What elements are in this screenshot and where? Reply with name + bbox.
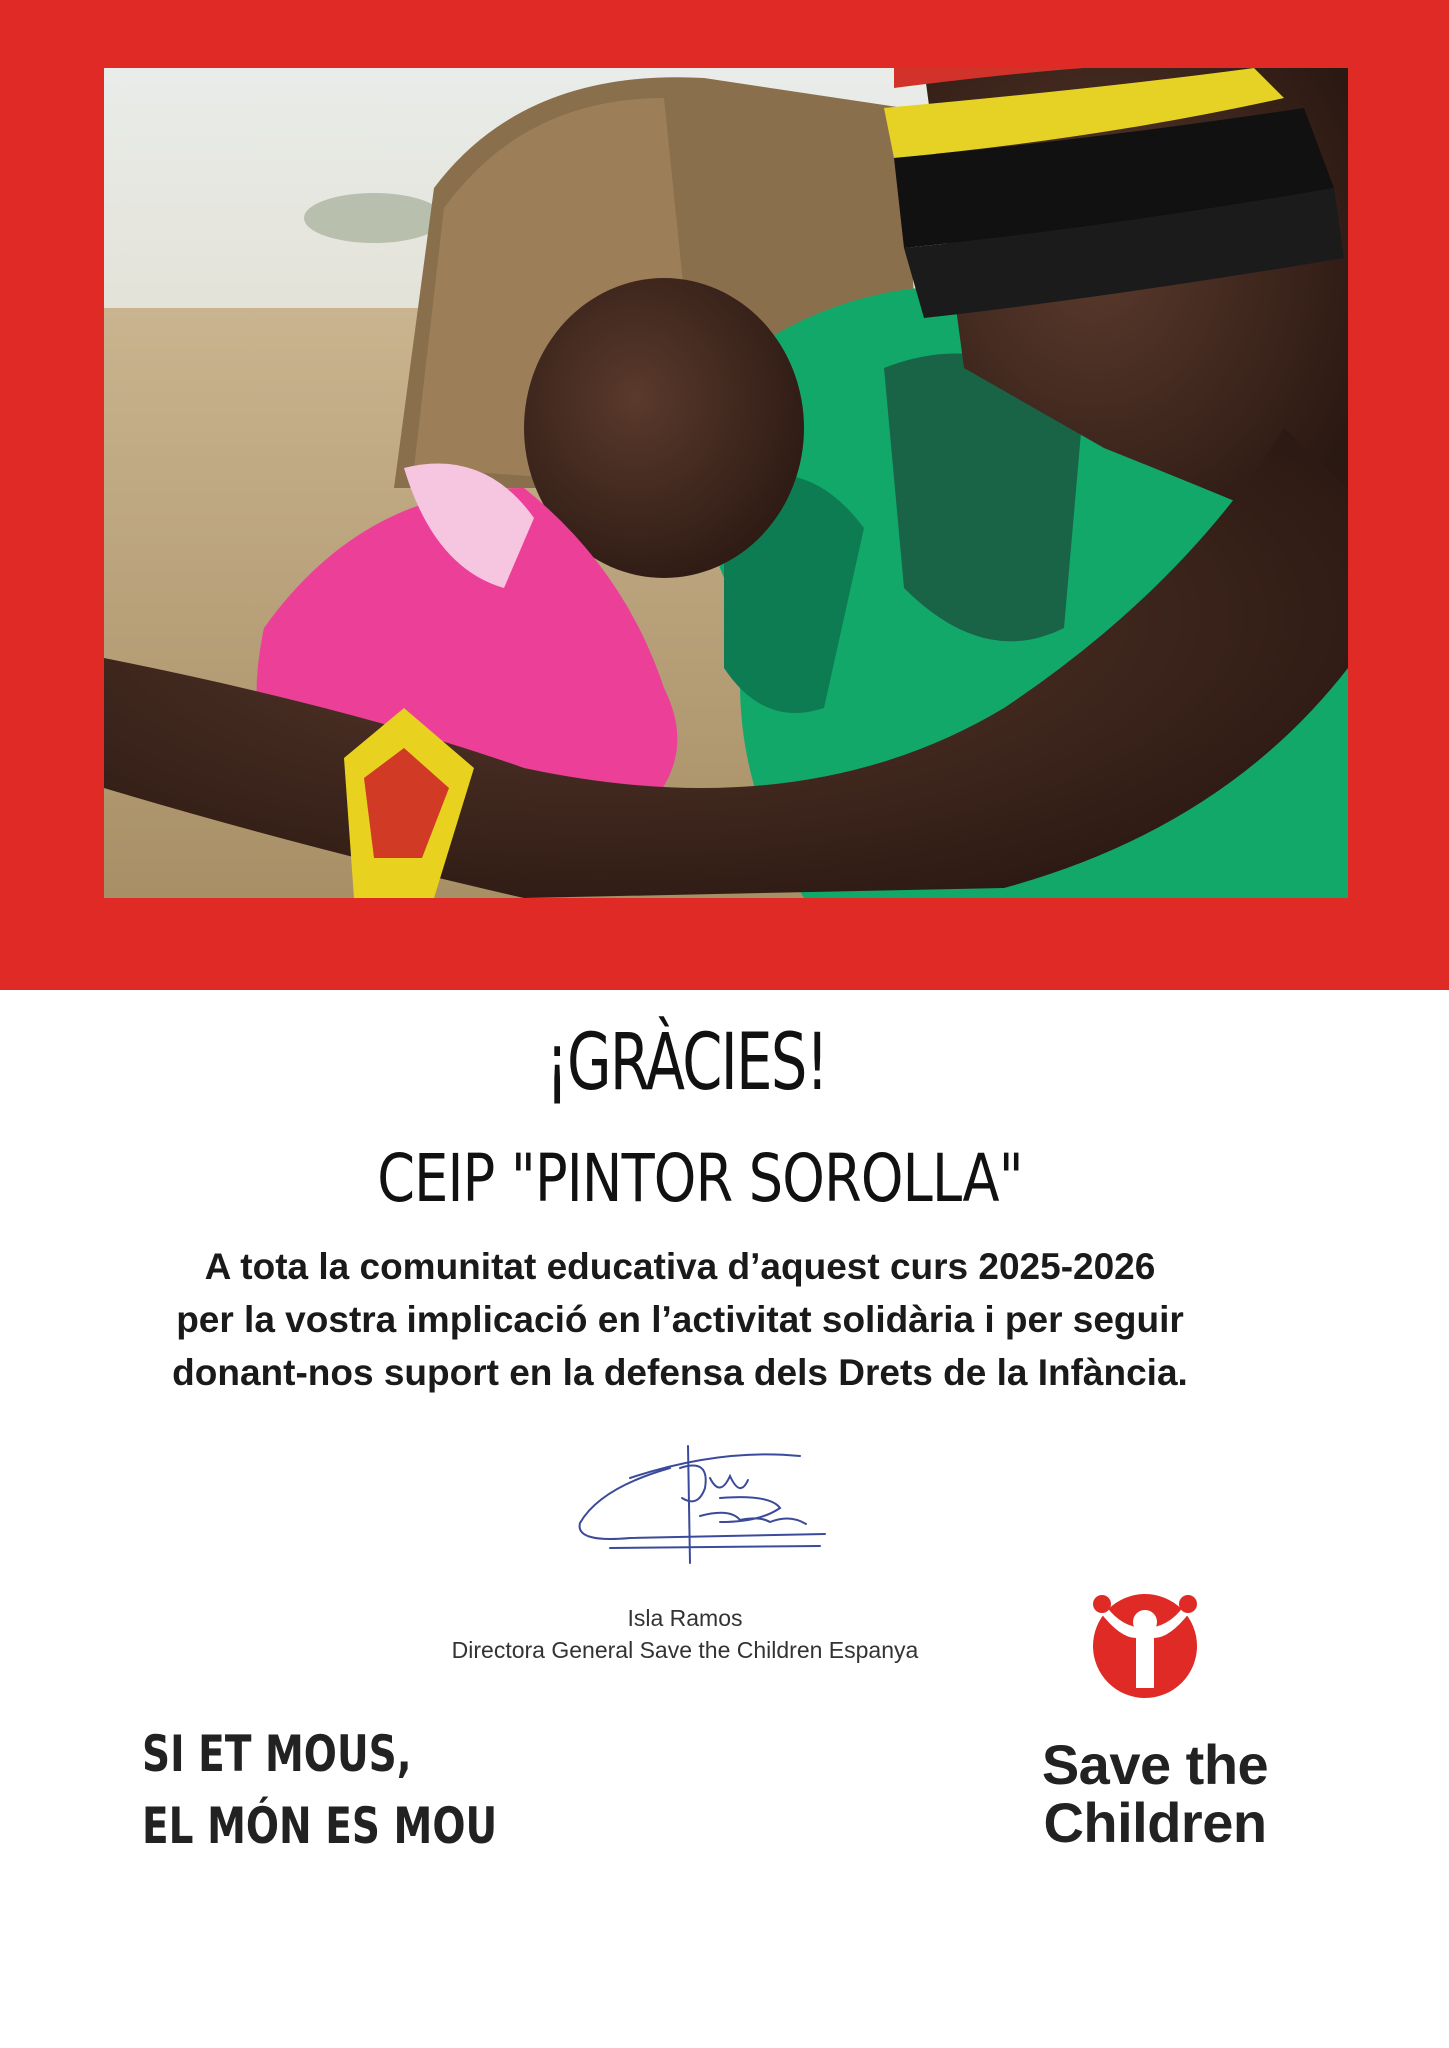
message-line: donant-nos suport en la defensa dels Drets de la Infància. [172,1352,1188,1393]
logo-line: Save the [1041,1733,1269,1796]
message-line: A tota la comunitat educativa d’aquest curs 2025-2026 [204,1246,1156,1287]
slogan-line: EL MÓN ES MOU [142,1797,498,1855]
logo-wordmark [1010,1733,1300,1854]
thank-you-message [100,1240,1260,1399]
message-line: per la vostra implicació en l’activitat solidària i per seguir [176,1299,1184,1340]
hero-photo [104,68,1348,898]
save-the-children-figure-icon [1080,1588,1210,1700]
slogan [142,1718,532,1862]
logo-line: Children [1043,1791,1267,1854]
save-the-children-logo [1010,1588,1300,1854]
certificate-title: ¡GRÀCIES! [545,1018,828,1108]
handwritten-signature [570,1438,840,1568]
signer-name: Isla Ramos [627,1605,743,1631]
slogan-line: SI ET MOUS, [142,1725,412,1783]
signer-block [360,1602,1010,1666]
school-name: CEIP "PINTOR SOROLLA" [377,1140,1023,1217]
signer-role: Directora General Save the Children Espanya [451,1637,919,1663]
